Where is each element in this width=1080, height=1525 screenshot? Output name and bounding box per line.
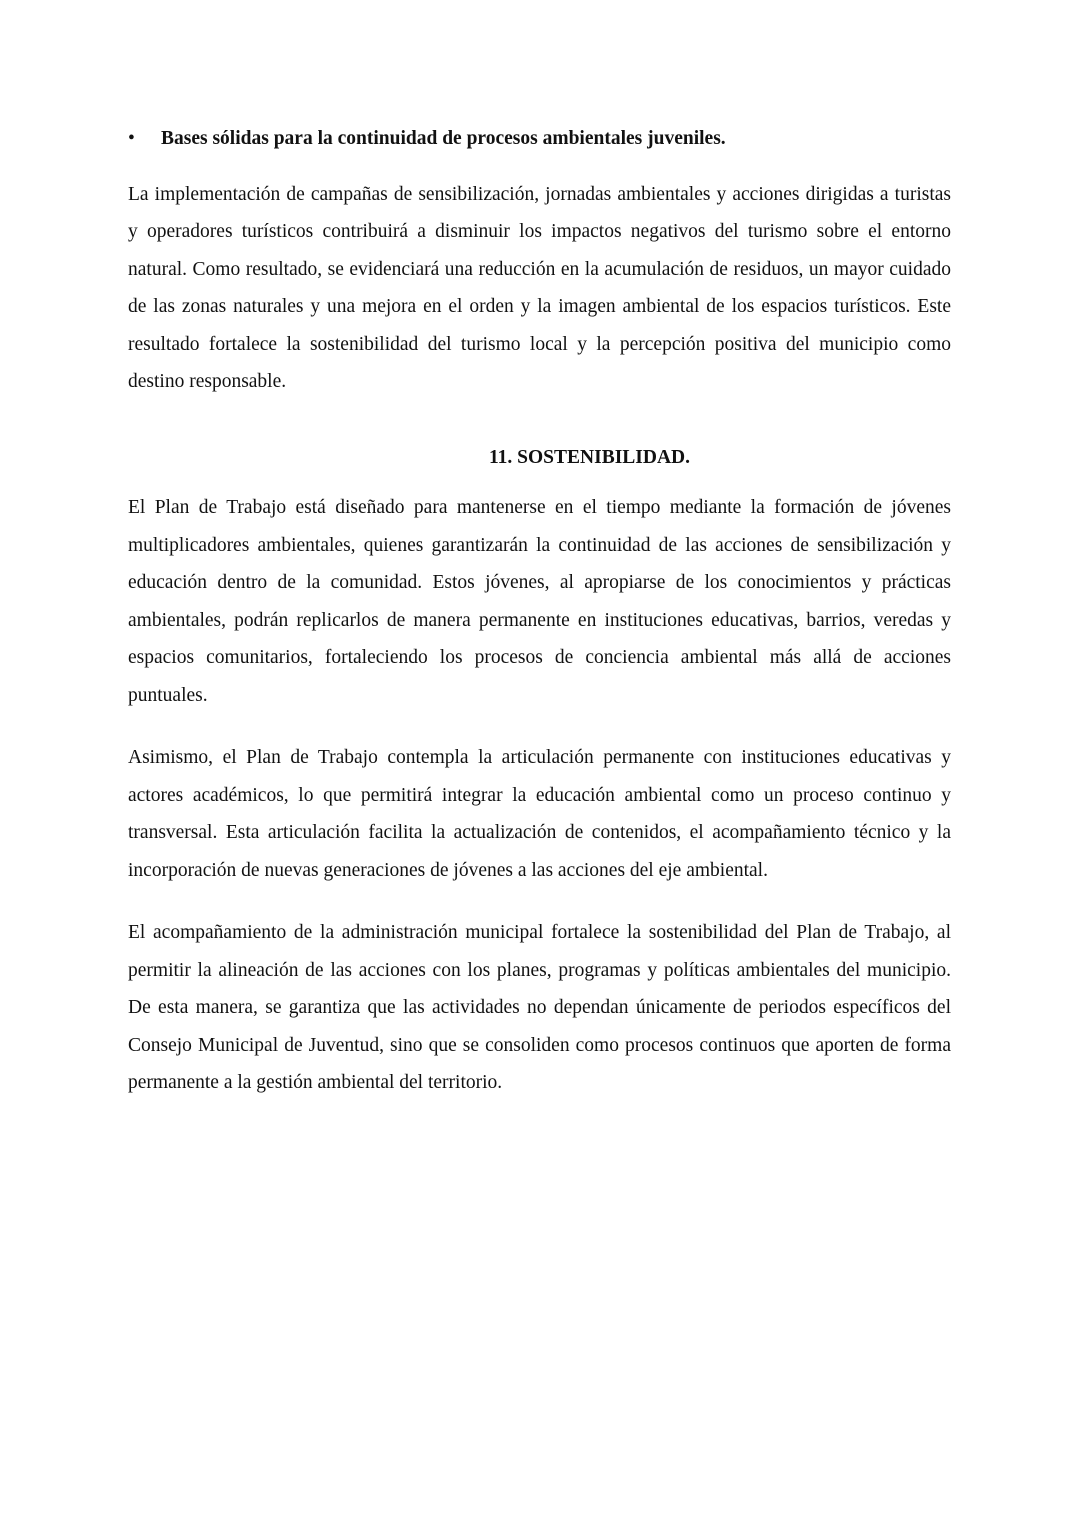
- section-paragraph-3: El acompañamiento de la administración municipal fortalece la sostenibilidad del Plan de Trabajo, al permitir la alineación de las acciones con los planes, programas y políticas ambientales del municipio. De esta manera, se garantiza que las actividades no dependan únicamente de periodos específicos del Consejo Municipal de Juventud, sino que se consoliden como procesos continuos que aporten de forma permanente a la gestión ambiental del territorio.: [128, 922, 951, 1093]
- bullet-text: Bases sólidas para la continuidad de procesos ambientales juveniles.: [161, 128, 726, 149]
- section-paragraph-1: El Plan de Trabajo está diseñado para mantenerse en el tiempo mediante la formación de jóvenes multiplicadores ambientales, quienes garantizarán la continuidad de las acciones de sensibilización y educación dentro de la comunidad. Estos jóvenes, al apropiarse de los conocimientos y prácticas ambientales, podrán replicarlos de manera permanente en instituciones educativas, barrios, veredas y espacios comunitarios, fortaleciendo los procesos de conciencia ambiental más allá de acciones puntuales.: [128, 497, 951, 706]
- intro-paragraph: La implementación de campañas de sensibilización, jornadas ambientales y acciones dirigidas a turistas y operadores turísticos contribuirá a disminuir los impactos negativos del turismo sobre el entorno natural. Como resultado, se evidenciará una reducción en la acumulación de residuos, un mayor cuidado de las zonas naturales y una mejora en el orden y la imagen ambiental de los espacios turísticos. Este resultado fortalece la sostenibilidad del turismo local y la percepción positiva del municipio como destino responsable.: [128, 183, 951, 392]
- bullet-marker: •: [128, 128, 135, 149]
- bullet-list-item: [128, 120, 951, 158]
- section-title: 11. SOSTENIBILIDAD.: [488, 446, 691, 468]
- page-content: [128, 120, 951, 1102]
- section-paragraph-2: Asimismo, el Plan de Trabajo contempla la articulación permanente con instituciones educativas y actores académicos, lo que permitirá integrar la educación ambiental como un proceso continuo y transversal. Esta articulación facilita la actualización de contenidos, el acompañamiento técnico y la incorporación de nuevas generaciones de jóvenes a las acciones del eje ambiental.: [128, 747, 951, 881]
